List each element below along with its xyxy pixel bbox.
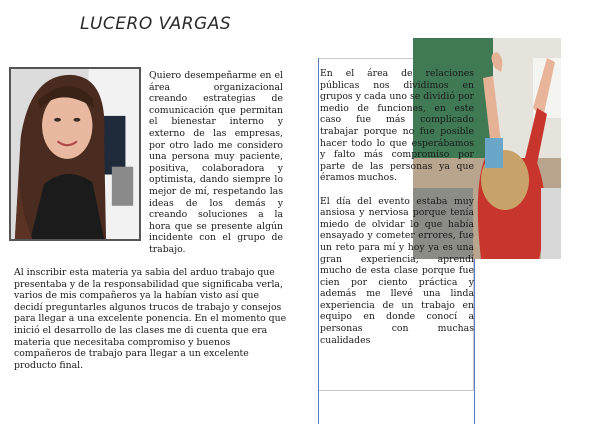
page-title: LUCERO VARGAS [80, 14, 232, 34]
column-paragraph-1: En el área de relaciones públicas nos dividimos en grupos y cada uno se dividió por medio de funciones, en este caso fue más complicado trabajar porque no fue posible hacer todo lo que esperábamos y falto más compromiso por parte de las personas ya que éramos muchos. [320, 68, 474, 184]
experience-paragraph: Al inscribir esta materia ya sabia del arduo trabajo que presentaba y de la responsabilidad que significaba verla, varios de mis compañeros ya la habían visto así que decidí preguntarles algunos trucos de trabajo y consejos para llegar a una excelente ponencia. En el momento que inició el desarrollo de las clases me di cuenta que era materia que necesitaba compromiso y buenos compañeros de trabajo para llegar a un excelente producto final. [14, 267, 287, 371]
intro-paragraph: Quiero desempeñarme en el área organizacional creando estrategias de comunicación que permitan el bienestar interno y externo de las empresas, por otro lado me considero una persona muy paciente, positiva, colaboradora y optimista, dando siempre lo mejor de mí, respetando las ideas de los demás y creando soluciones a la hora que se presente algún incidente con el grupo de trabajo. [149, 70, 283, 255]
column-paragraph-2: El día del evento estaba muy ansiosa y nerviosa porque tenía miedo de olvidar lo que había ensayado y cometer errores, fue un reto para mí y hoy ya es una gran experiencia, aprendí mucho de esta clase porque fue cien por ciento práctica y además me llevé una linda experiencia de un trabajo en equipo en donde conocí a personas con muchas cualidades [320, 195, 474, 346]
portrait-photo [9, 67, 141, 241]
column-text [320, 68, 474, 358]
column-guide-left [318, 58, 319, 424]
